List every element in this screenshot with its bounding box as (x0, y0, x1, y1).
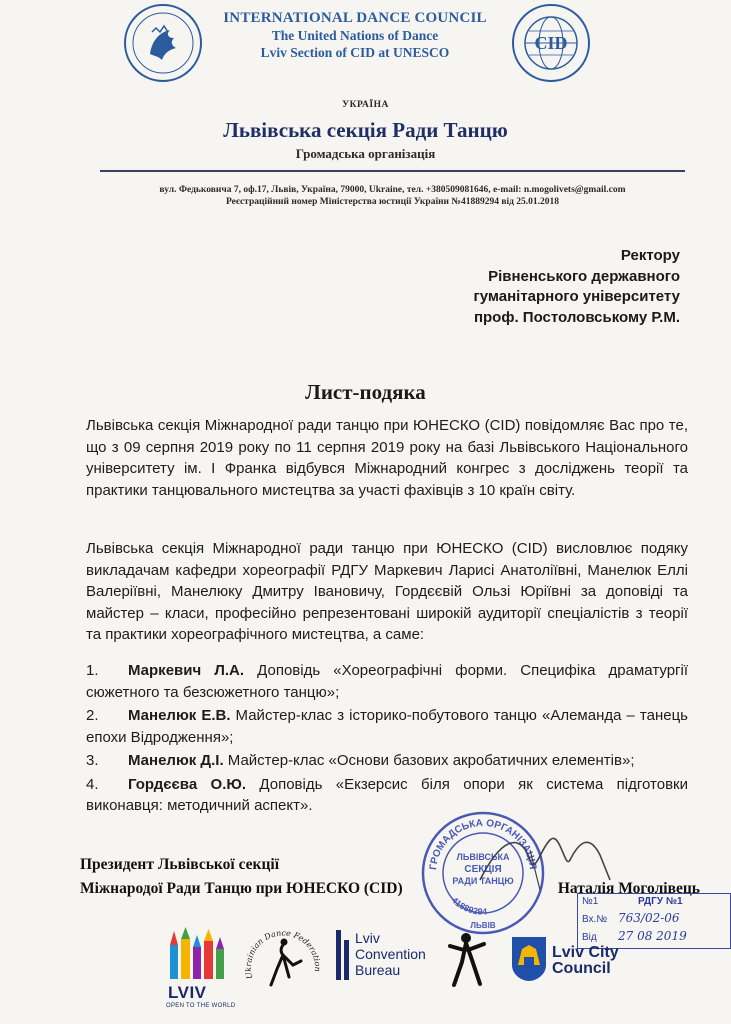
reg-org: РДГУ №1 (638, 896, 683, 907)
presentations-list (86, 660, 688, 819)
reg-date-label: Від (582, 932, 597, 943)
paragraph-intro: Львівська секція Міжнародної ради танцю при ЮНЕСКО (CID) повідомляє Вас про те, що з 09 серпня 2019 року по 11 серпня 2019 року на базі Львівського Національного університету ім. І Франка відбувся Міжнародний конгрес з досліджень теорії та практики танцювального мистецтва за участі фахівців з 10 країн світу. (86, 417, 688, 499)
organization-stamp-icon (418, 808, 548, 938)
list-item: 4. Гордєєва О.Ю. Доповідь «Екзерсис біля опори як система підготовки виконавця: методичний аспект». (86, 775, 688, 814)
reg-in-number: 763/02-06 (618, 911, 680, 925)
svg-text:CID: CID (534, 33, 568, 53)
list-item: 3. Манелюк Д.І. Майстер-клас «Основи базових акробатичних елементів»; (86, 752, 635, 769)
address-line: вул. Федьковича 7, оф.17, Львів, Україна, 79000, Ukraine, тел. +380509081646, e-mail: n.mogolivets@gmail.com (159, 185, 626, 195)
council-name: INTERNATIONAL DANCE COUNCIL (223, 10, 487, 26)
stamp-arc-text: ГРОМАДСЬКА ОРГАНІЗАЦІЯ (428, 817, 538, 871)
ukrainian-dance-federation-logo-icon (243, 925, 323, 1005)
signer-title: Президент Львівської секції (80, 856, 279, 873)
lviv-city-council-logo: Lviv City Council (552, 944, 619, 977)
stamp-code-text: 41889294 (449, 895, 488, 917)
incoming-registration-box (577, 893, 731, 949)
council-header (205, 10, 505, 61)
header-divider (100, 170, 685, 172)
convention-bureau-logo: Lviv Convention Bureau (355, 930, 426, 978)
addressee-line: Рівненського державного (488, 267, 680, 285)
paragraph-thanks: Львівська секція Міжнародної ради танцю при ЮНЕСКО (CID) висловлює подяку викладачам кафедри хореографії РДГУ Маркевич Ларисі Анатоліївні, Манелюк Еллі Валеріївні, Манелюку Дмитру Івановичу, Гордєєвій Ользі Юріївні за доповіді та майстер – класи, професійно репрезентовані широкій аудиторії спеціалістів з теорії та практики хореографічного мистецтва, а саме: (86, 540, 688, 643)
lviv-brand-tagline: OPEN TO THE WORLD (166, 1003, 236, 1009)
convention-bureau-bars-icon (334, 930, 352, 980)
list-item: 1. Маркевич Л.А. Доповідь «Хореографічні форми. Специфіка драматургії сюжетного та безсюжетного танцю»; (86, 662, 689, 701)
stamp-city-text: ЛЬВІВ (470, 921, 496, 930)
organization-type: Громадська організація (295, 146, 436, 161)
registration-line: Реєстраційний номер Міністерства юстиції України №41889294 від 25.01.2018 (225, 197, 560, 207)
addressee-line: гуманітарного університету (473, 288, 680, 305)
council-subtitle: The United Nations of Dance (271, 28, 439, 43)
country-label: УКРАЇНА (342, 100, 389, 110)
council-section: Lviv Section of CID at UNESCO (260, 45, 450, 60)
letter-title: Лист-подяка (305, 380, 426, 404)
list-item: 2. Манелюк Е.В. Майстер-клас з історико-побутового танцю «Алеманда – танець епохи Відродження»; (86, 707, 688, 746)
svg-text:41889294 (450, 895, 488, 917)
lviv-brand-name: LVIV (168, 983, 207, 1002)
stamp-center-text: РАДИ ТАНЦЮ (452, 876, 514, 886)
signer-org: Міжнародої Ради Танцю при ЮНЕСКО (CID) (80, 880, 403, 897)
lviv-section-logo-icon (122, 2, 204, 84)
stamp-center-text: СЕКЦІЯ (464, 864, 502, 875)
reg-in-label: Вх.№ (582, 914, 608, 925)
lviv-coat-of-arms-icon (510, 935, 548, 983)
reg-number-label: №1 (582, 896, 599, 907)
addressee-block (380, 246, 680, 328)
dancer-silhouette-icon (444, 930, 488, 990)
federation-name: Ukrainian Dance Federation (243, 928, 323, 980)
signer-name: Наталія Моголівець (557, 880, 700, 897)
stamp-center-text: ЛЬВІВСЬКА (456, 852, 510, 862)
addressee-line: Ректору (620, 247, 680, 264)
reg-date: 27 08 2019 (618, 929, 687, 943)
addressee-line: проф. Постоловському Р.М. (473, 308, 680, 326)
section-title: Львівська секція Ради Танцю (223, 118, 508, 142)
lviv-city-skyline-icon (168, 925, 234, 981)
cid-globe-logo-icon (510, 2, 592, 84)
